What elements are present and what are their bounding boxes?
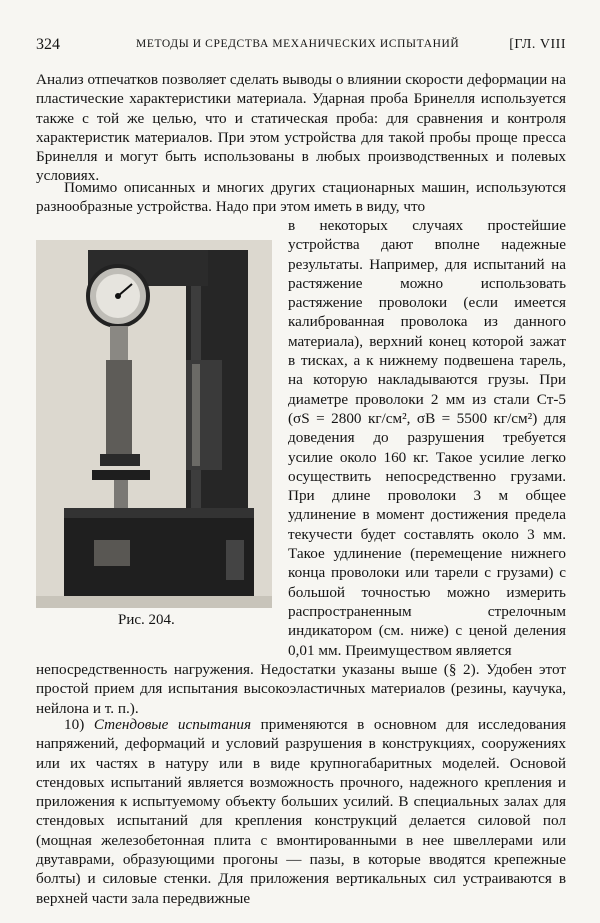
page-header <box>36 36 566 58</box>
figure-204-photo <box>36 240 272 608</box>
machine-base <box>64 508 254 598</box>
bench-tests-text: применяются в основном для исследования напряжений, деформаций и условий разрушения в конструкциях, сооружениях или их частях в натуру или в виде крупногабаритных моделей. Основой стендовых испытаний является возможность прочного, надежного крепления и приложения к испытуемому объекту больших усилий. В специальных залах для стендовых испытаний для крепления конструкций делается силовой пол (мощная железобетонная плита с вмонтированными в нее швеллерами или двутаврами, образующими прогоны — пазы, в которые вводятся крепежные болты) и силовые стенки. Для приложения вертикальных сил устраиваются в верхней части зала передвижные <box>36 716 567 907</box>
page-number: 324 <box>36 36 60 53</box>
chapter-marker: [ГЛ. VIII <box>509 37 566 52</box>
paragraph-brinell: Анализ отпечатков позволяет сделать выводы о влиянии скорости деформации на пластические характеристики материала. Ударная проба Бринелля используется также с той же целью, что и статическая проба: для сравнения и контроля характеристик материалов. При этом устройства для такой пробы проще пресса Бринелля и могут быть использованы в любых производственных и полевых условиях. <box>36 71 566 185</box>
paragraph-bench-tests <box>36 715 566 908</box>
paragraph-devices-end: непосредственность нагружения. Недостатки указаны выше (§ 2). Удобен этот простой прием для испытания высокоэластичных материалов (резины, каучука, нейлона и т. п.). <box>36 661 566 717</box>
paragraph-wire-test: в некоторых случаях простейшие устройства дают вполне надежные результаты. Например, для испытаний на растяжение можно использовать растяжение проволоки (если имеется калиброванная проволока из данного материала), верхний конец которой зажат в тисках, а к нижнему подвешена тарель, на которую накладываются грузы. При диаметре проволоки 2 мм из стали Ст-5 (σS = 2800 кг/см², σB = 5500 кг/см²) для доведения до разрушения требуется усилие около 160 кг. Такое усилие легко осуществить непосредственно грузами. При длине проволоки 3 м общее удлинение в момент достижения предела текучести будет составлять около 3 мм. Такое удлинение (перемещение нижнего конца проволоки или тарели с грузами) с большой точностью можно измерить распространенным стрелочным индикатором (см. ниже) с ценой деления 0,01 мм. Преимуществом является <box>288 217 566 659</box>
hardness-tester-illustration <box>36 240 272 608</box>
paragraph-devices-intro: Помимо описанных и многих других стационарных машин, используются разнообразные устройства. Надо при этом иметь в виду, что <box>36 179 566 216</box>
figure-caption: Рис. 204. <box>118 612 175 628</box>
term-bench-tests: Стендовые испытания <box>93 716 252 733</box>
running-title: МЕТОДЫ И СРЕДСТВА МЕХАНИЧЕСКИХ ИСПЫТАНИЙ <box>136 38 460 50</box>
item-number: 10) <box>64 716 94 733</box>
